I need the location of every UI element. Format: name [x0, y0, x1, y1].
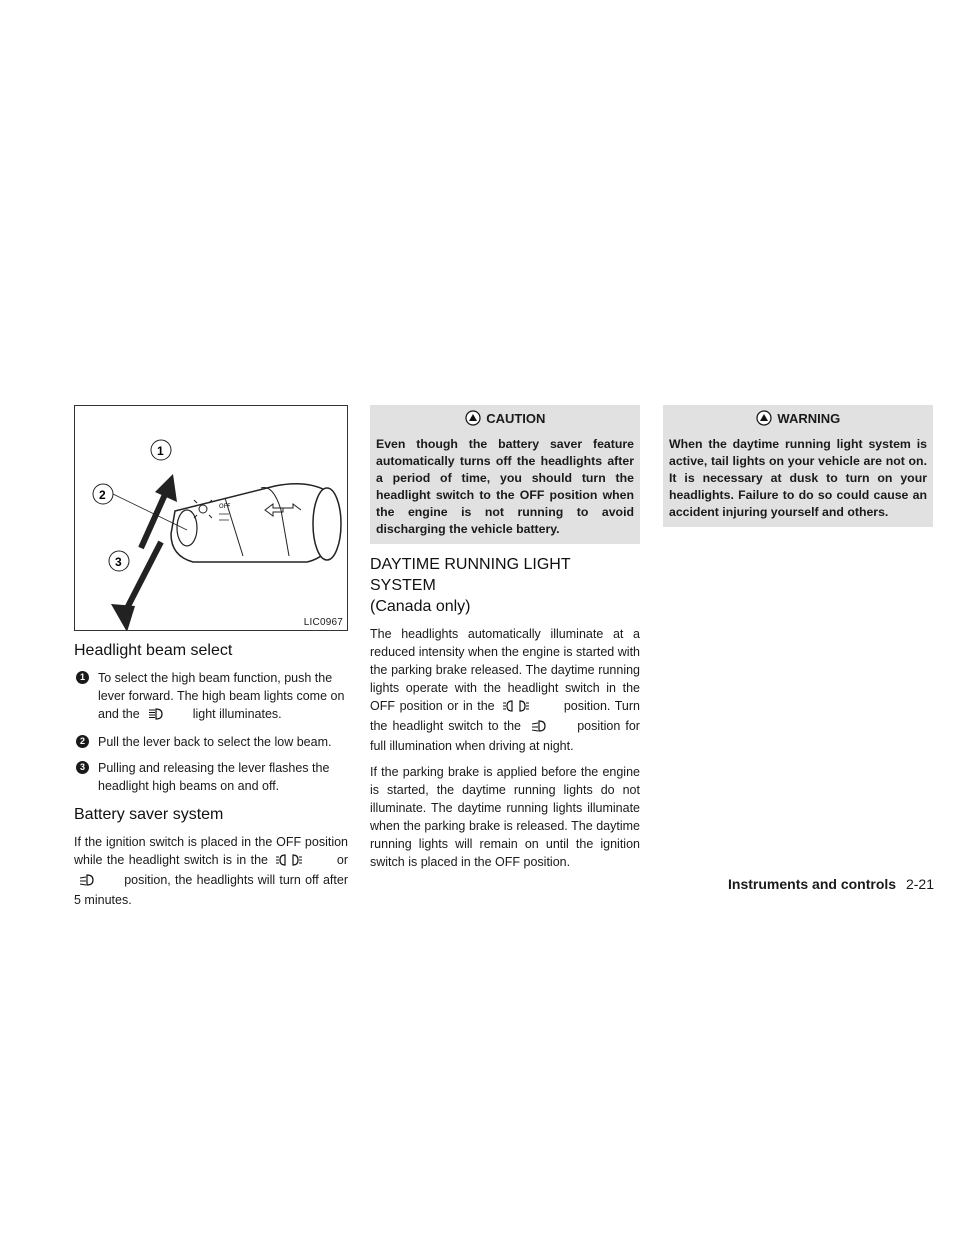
column-right — [663, 405, 933, 527]
list-item-1: 1 To select the high beam function, push the lever forward. The high beam lights come on and the light illuminates. — [74, 669, 348, 725]
caution-title: CAUTION — [486, 411, 546, 426]
list-item-2: 2 Pull the lever back to select the low beam. — [74, 733, 348, 751]
warning-icon — [756, 410, 772, 432]
step-number-3: 3 — [76, 761, 89, 774]
callout-2: 2 — [99, 488, 106, 502]
callout-3: 3 — [115, 555, 122, 569]
warning-box — [663, 405, 933, 527]
caution-body: Even though the battery saver feature automatically turns off the headlights after a period of time, you should turn the headlight switch to the OFF position when the engine is not running to avoid discharging the vehicle battery. — [376, 437, 634, 536]
battery-saver-paragraph: If the ignition switch is placed in the OFF position while the headlight switch is in the or position, the headlights will turn off after 5 minutes. — [74, 835, 348, 907]
caution-box — [370, 405, 640, 544]
step-number-1: 1 — [76, 671, 89, 684]
heading-battery-saver: Battery saver system — [74, 806, 224, 823]
parking-light-icon — [276, 853, 302, 871]
figure-code: LIC0967 — [303, 617, 343, 628]
warning-title: WARNING — [777, 411, 841, 426]
column-left — [74, 405, 348, 917]
heading-daytime-running-light: DAYTIME RUNNING LIGHT SYSTEM (Canada only) — [370, 556, 571, 615]
callout-1: 1 — [157, 444, 164, 458]
switch-off-label: OFF — [219, 503, 231, 510]
headlight-icon — [78, 873, 96, 891]
high-beam-icon — [147, 707, 165, 725]
drl-paragraph-1: The headlights automatically illuminate at a reduced intensity when the engine is started with the parking brake released. The daytime running lights operate with the headlight switch in the OFF position or in the position. Turn the headlight switch to the position for full illumination when driving at night. — [370, 627, 640, 753]
headlight-icon-2 — [530, 719, 548, 737]
lever-illustration — [75, 406, 347, 630]
warning-header — [669, 409, 927, 432]
footer-section-title: Instruments and controls — [728, 876, 897, 892]
drl-paragraph-2: If the parking brake is applied before the engine is started, the daytime running lights do not illuminate. The daytime running lights illuminate when the parking brake is released. The daytime running lights will remain on until the ignition switch is placed in the OFF position. — [370, 765, 640, 869]
page-number: 2-21 — [905, 876, 934, 892]
caution-header — [376, 409, 634, 432]
list-item-3: 3 Pulling and releasing the lever flashes the headlight high beams on and off. — [74, 759, 348, 795]
column-middle — [370, 405, 640, 879]
heading-headlight-beam-select: Headlight beam select — [74, 642, 233, 659]
page-footer — [728, 876, 934, 892]
warning-body: When the daytime running light system is active, tail lights on your vehicle are not on. It is necessary at dusk to turn on your headlights. Failure to do so could cause an accident injuring yourself and others. — [669, 437, 927, 519]
step-number-2: 2 — [76, 735, 89, 748]
parking-light-icon-2 — [503, 699, 529, 717]
caution-icon — [465, 410, 481, 432]
headlight-lever-figure — [74, 405, 348, 631]
